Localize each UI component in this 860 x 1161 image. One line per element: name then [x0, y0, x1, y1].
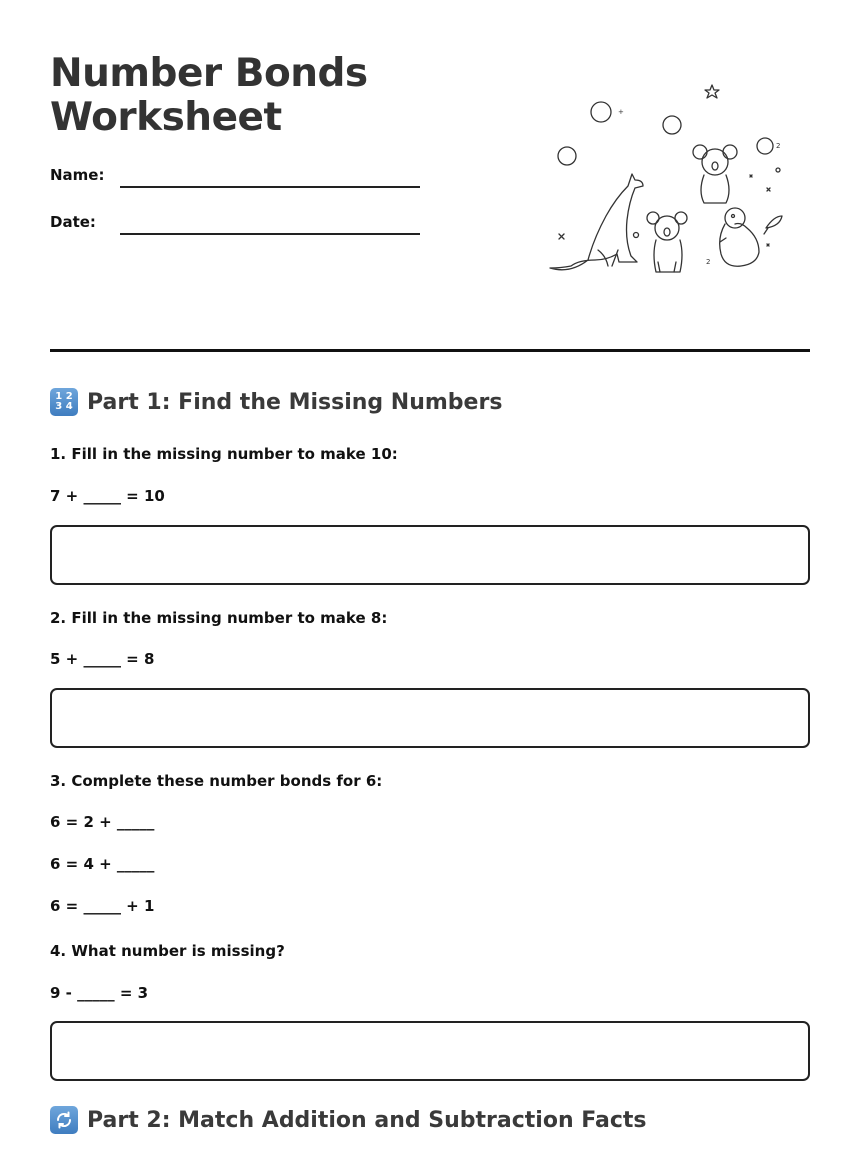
section-divider — [50, 349, 810, 352]
svg-text:2: 2 — [776, 142, 781, 150]
question-3-equation-a: 6 = 2 + _____ — [50, 813, 155, 831]
question-2-prompt: 2. Fill in the missing number to make 8: — [50, 609, 388, 627]
date-input-line[interactable] — [120, 233, 420, 235]
question-4-answer-box[interactable] — [50, 1021, 810, 1081]
question-1-equation: 7 + _____ = 10 — [50, 487, 165, 505]
question-3-equation-b: 6 = 4 + _____ — [50, 855, 155, 873]
date-label: Date: — [50, 213, 96, 231]
part1-title: Part 1: Find the Missing Numbers — [87, 389, 503, 415]
question-4-prompt: 4. What number is missing? — [50, 942, 285, 960]
name-input-line[interactable] — [120, 186, 420, 188]
svg-text:+: + — [618, 108, 624, 116]
question-1-prompt: 1. Fill in the missing number to make 10: — [50, 445, 398, 463]
part2-heading — [50, 1106, 647, 1134]
part2-title: Part 2: Match Addition and Subtraction Facts — [87, 1107, 647, 1133]
australian-animals-illustration-icon — [540, 78, 790, 288]
question-2-answer-box[interactable] — [50, 688, 810, 748]
svg-text:2: 2 — [706, 258, 711, 266]
question-4-equation: 9 - _____ = 3 — [50, 984, 149, 1002]
question-3-prompt: 3. Complete these number bonds for 6: — [50, 772, 383, 790]
question-2-equation: 5 + _____ = 8 — [50, 650, 155, 668]
page-title: Number Bonds Worksheet — [50, 51, 368, 140]
input-numbers-icon: 1 2 3 4 — [50, 388, 78, 416]
question-1-answer-box[interactable] — [50, 525, 810, 585]
refresh-arrows-icon — [50, 1106, 78, 1134]
question-3-equation-c: 6 = _____ + 1 — [50, 897, 155, 915]
part1-heading — [50, 388, 502, 416]
name-label: Name: — [50, 166, 105, 184]
